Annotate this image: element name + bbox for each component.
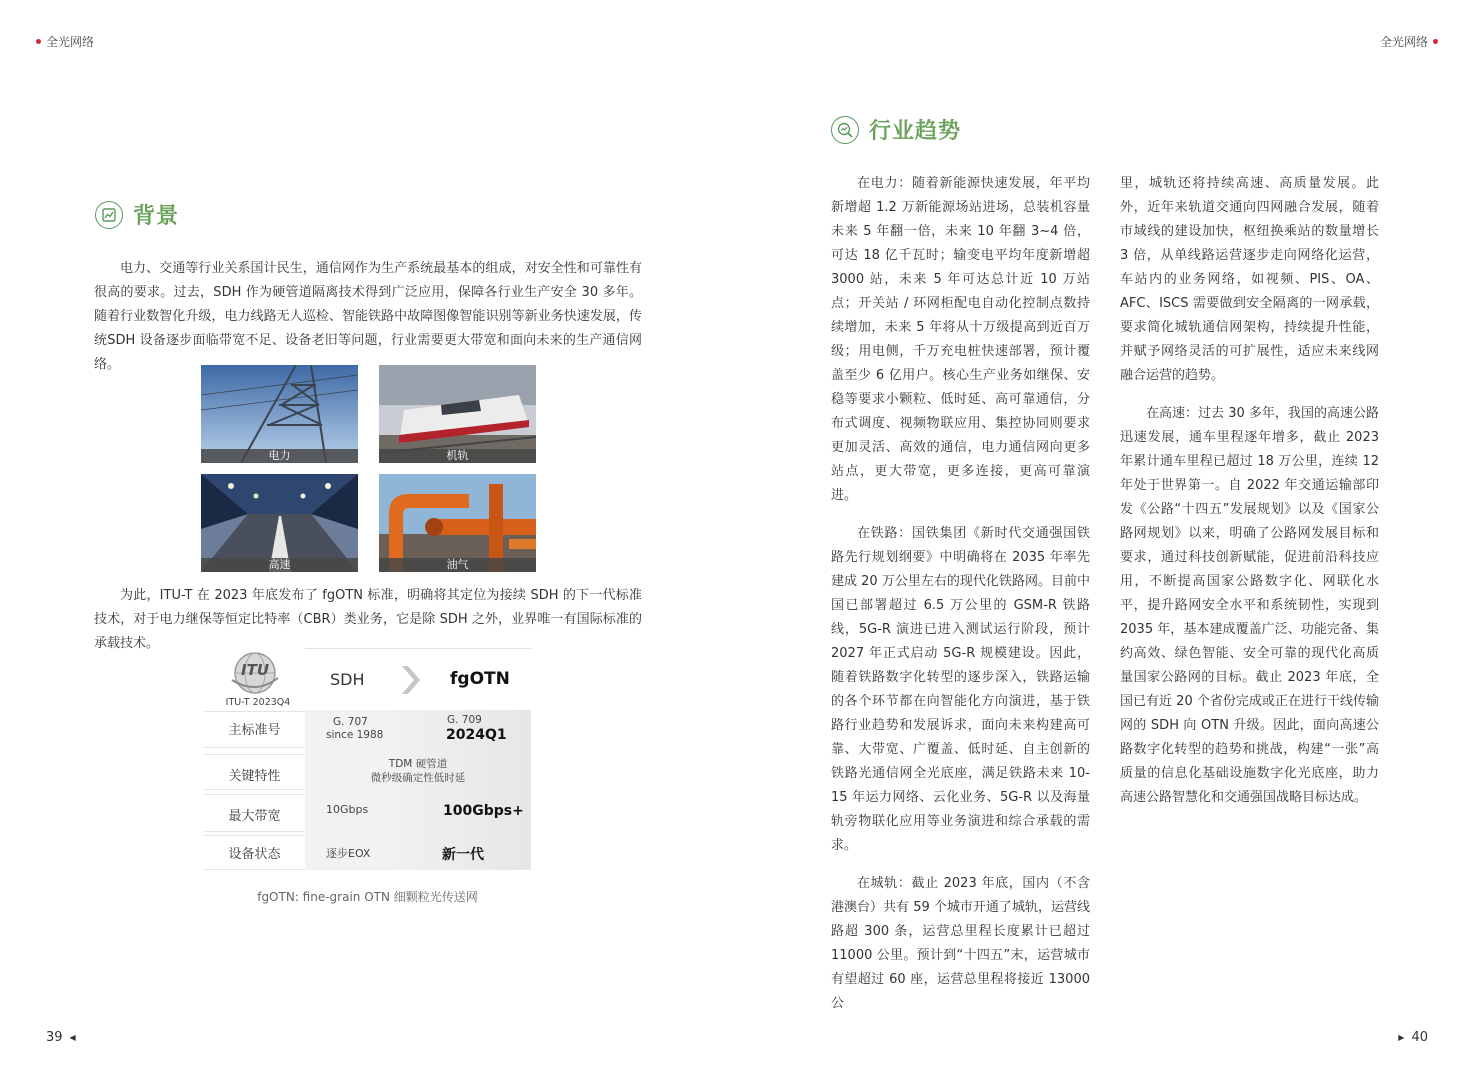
- trend-column-right: [1120, 172, 1379, 810]
- background-para1-text: 电力、交通等行业关系国计民生，通信网作为生产系统最基本的组成，对安全性和可靠性有很高的要求。过去，SDH 作为硬管道隔离技术得到广泛应用，保障各行业生产安全 30 多年。随着行业数智化升级，电力线路无人巡检、智能铁路中故障图像智能识别等新业务快速发展，传统SDH 设备逐步面临带宽不足、设备老旧等问题，行业需要更大带宽和面向未来的生产通信网络。: [94, 261, 642, 372]
- red-dot-icon: [1433, 39, 1438, 44]
- photo-power: [201, 365, 358, 463]
- photo-train: [379, 365, 536, 463]
- itu-logo-text: ITU: [241, 661, 269, 679]
- background-title-text: 背景: [133, 204, 180, 229]
- trend-metro-continued-placeholder: 里，城轨还将持续高速、高质量发展。此外，近年来轨道交通向四网融合发展，随着市域线的建设加快，枢纽换乘站的数量增长 3 倍，从单线路运营逐步走向网络化运营，车站内的业务网络，如视频、PIS、OA、AFC、ISCS 需要做到安全隔离的一网承载，要求简化城轨通信网架构，持续提升性能，并赋予网络灵活的可扩展性，适应未来线网融合运营的趋势。: [1120, 176, 1379, 383]
- row-label-standard: 主标准号: [228, 723, 281, 738]
- col-new-header: fgOTN: [450, 669, 510, 689]
- triangle-right-icon: ▶: [1398, 1033, 1405, 1042]
- trend-power-paragraph: 在电力：随着新能源快速发展，年平均新增超 1.2 万新能源场站进场，总装机容量未来 5 年翻一倍，未来 10 年翻 3~4 倍，可达 18 亿千瓦时；输变电平均年度新增超 3000 站，未来 5 年可达总计近 10 万站点；开关站 / 环网柜配电自动化控制点数持续增加，未来 5 年将从十万级提高到近百万级；用电侧，千万充电桩快速部署，预计覆盖至少 6 亿用户。核心生产业务如继保、安稳等要求小颗粒、低时延、高可靠通信，分布式调度、视频物联应用、集控协同则要求更加灵活、高效的通信，电力通信网向更多站点，更大带宽，更多连接，更高可靠演进。: [831, 176, 1090, 503]
- sdh-standard-year: since 1988: [326, 729, 384, 741]
- key-feature-line2: 微秒级确定性低时延: [370, 772, 466, 784]
- photo-power-label: 电力: [201, 449, 358, 463]
- fgotn-bandwidth: 100Gbps+: [443, 803, 524, 819]
- chevron-right-icon: [400, 664, 422, 696]
- running-header-left: [36, 33, 94, 50]
- page-number-left-text: 39: [46, 1030, 63, 1045]
- background-para2-text: 为此，ITU-T 在 2023 年底发布了 fgOTN 标准，明确将其定位为接续 SDH 的下一代标准技术，对于电力继保等恒定比特率（CBR）类业务，它是除 SDH 之外，业界唯一有国际标准的承载技术。: [94, 588, 642, 651]
- background-paragraph-2: [94, 584, 642, 656]
- sdh-fgotn-comparison-table: [204, 648, 531, 870]
- col-old-header: SDH: [330, 670, 365, 689]
- fgotn-standard-number: G. 709: [447, 714, 482, 726]
- running-header-right: [1380, 33, 1438, 50]
- table-caption: fgOTN: fine-grain OTN 细颗粒光传送网: [257, 890, 478, 904]
- sdh-standard-number: G. 707: [333, 716, 368, 728]
- fgotn-standard-year: 2024Q1: [446, 727, 507, 743]
- photo-oil-gas: [379, 474, 536, 572]
- photo-oil-gas-label: 油气: [379, 558, 536, 572]
- row-label-device-status: 设备状态: [228, 847, 281, 862]
- background-section-title: [95, 199, 179, 230]
- fgotn-status: 新一代: [442, 847, 484, 863]
- background-paragraph-1: [94, 257, 642, 377]
- trend-highway-paragraph: 在高速：过去 30 多年，我国的高速公路迅速发展，通车里程逐年增多，截止 2023 年累计通车里程已超过 18 万公里，连续 12 年处于世界第一。自 2022 年交通运输部印发《公路“十四五”发展规划》以及《国家公路网规划》以来，明确了公路网发展目标和要求，通过科技创新赋能，促进前沿科技应用，不断提高国家公路数字化、网联化水平，提升路网安全水平和系统韧性，实现到 2035 年，基本建成覆盖广泛、功能完备、集约高效、绿色智能、安全可靠的现代化高质量国家公路网的目标。截止 2023 年底，全国已有近 20 个省份完成或正在进行干线传输网的 SDH 向 OTN 升级。因此，面向高速公路数字化转型的趋势和挑战，构建“一张”高质量的信息化基础设施数字化光底座，助力高速公路智慧化和交通强国战略目标达成。: [1120, 406, 1379, 805]
- page-number-right-text: 40: [1411, 1030, 1428, 1045]
- trend-railway-paragraph: 在铁路：国铁集团《新时代交通强国铁路先行规划纲要》中明确将在 2035 年率先建成 20 万公里左右的现代化铁路网。目前中国已部署超过 6.5 万公里的 GSM-R 铁路线，5G-R 演进已进入测试运行阶段，预计 2027 年正式启动 5G-R 规模建设。因此，随着铁路数字化转型的逐步深入，铁路运输的各个环节都在向智能化方向演进，基于铁路行业趋势和发展诉求，面向未来构建高可靠、大带宽、广覆盖、低时延、自主创新的铁路光通信网全光底座，满足铁路未来 10-15 年运力网络、云化业务、5G-R 以及海量轨旁物联化应用等业务演进和综合承载的需求。: [831, 526, 1090, 853]
- triangle-left-icon: ◀: [69, 1033, 76, 1042]
- header-left-text: 全光网络: [46, 35, 95, 49]
- itu-logo-caption: ITU-T 2023Q4: [225, 697, 291, 708]
- trend-chart-icon: [831, 116, 859, 144]
- sdh-bandwidth: 10Gbps: [326, 803, 369, 816]
- trend-metro-paragraph: 在城轨：截止 2023 年底，国内（不含港澳台）共有 59 个城市开通了城轨，运营线路超 300 条，运营总里程长度累计已超过 11000 公里。预计到“十四五”末，运营城市有望超过 60 座，运营总里程将接近 13000 公: [831, 876, 1090, 1011]
- header-right-text: 全光网络: [1379, 35, 1428, 49]
- photo-highway-label: 高速: [201, 558, 358, 572]
- key-feature-line1: TDM 硬管道: [388, 758, 448, 770]
- page-number-left: [46, 1030, 76, 1045]
- trend-title-text: 行业趋势: [869, 119, 962, 144]
- row-label-max-bandwidth: 最大带宽: [228, 809, 281, 824]
- chart-frame-icon: [95, 201, 123, 229]
- red-dot-icon: [36, 39, 41, 44]
- page-number-right: [1398, 1030, 1428, 1045]
- sdh-status: 逐步EOX: [326, 847, 371, 860]
- row-label-key-features: 关键特性: [228, 769, 281, 784]
- photo-highway: [201, 474, 358, 572]
- trend-section-title: [831, 114, 961, 145]
- photo-train-label: 机轨: [379, 449, 536, 463]
- trend-column-left: [831, 172, 1090, 1016]
